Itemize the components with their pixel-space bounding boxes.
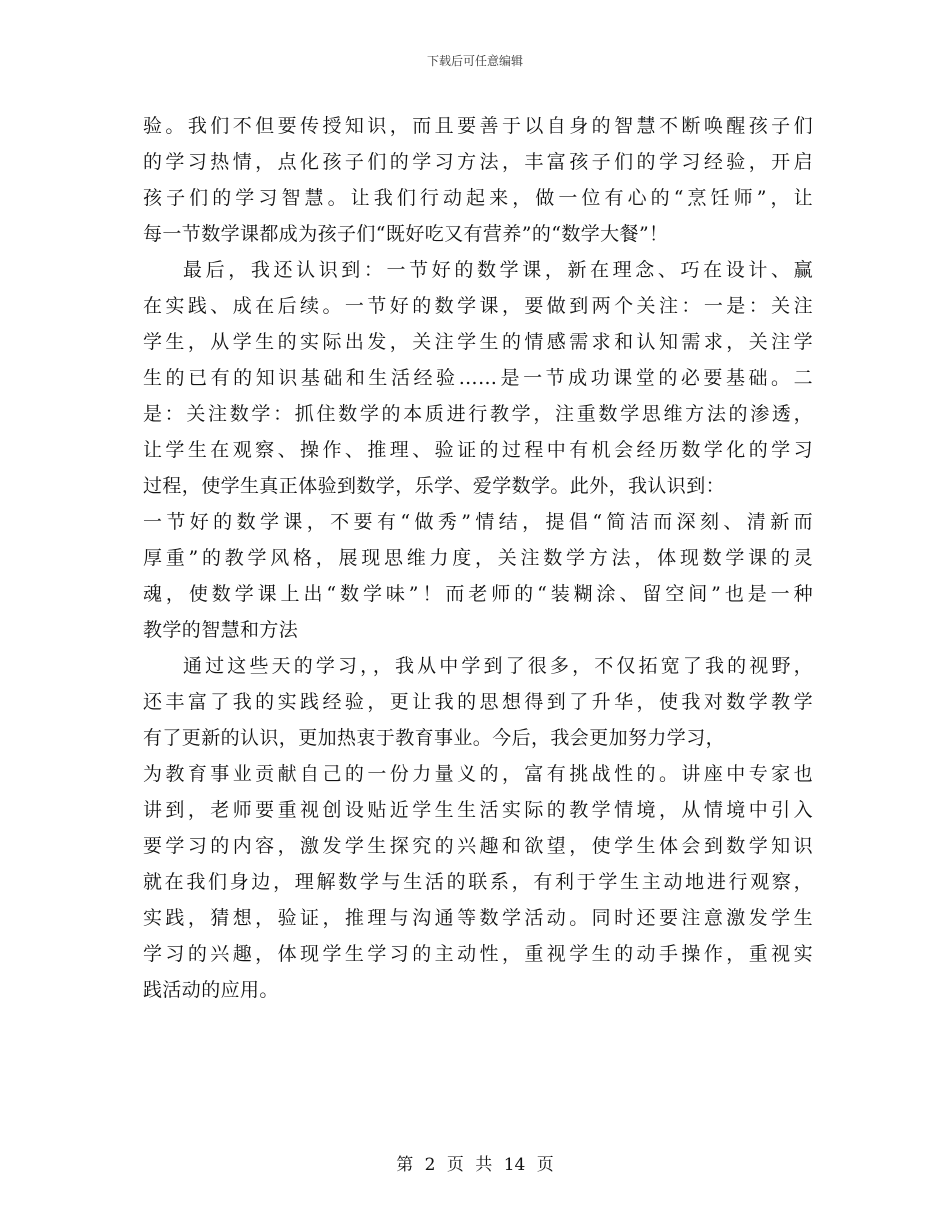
text-line: 是：关注数学：抓住数学的本质进行教学，注重数学思维方法的渗透， <box>143 403 813 425</box>
text-line: 教学的智慧和方法 <box>143 619 299 641</box>
page-number: 第 2 页 共 14 页 <box>396 1155 554 1175</box>
text-line: 的学习热情，点化孩子们的学习方法，丰富孩子们的学习经验，开启 <box>143 151 813 173</box>
paragraph-start-line: 最后，我还认识到：一节好的数学课，新在理念、巧在设计、赢 <box>183 259 813 281</box>
text-line: 有了更新的认识，更加热衷于教育事业。今后，我会更加努力学习， <box>143 727 726 749</box>
page-header: 下载后可任意编辑 <box>426 54 523 68</box>
text-line: 学生，从学生的实际出发，关注学生的情感需求和认知需求，关注学 <box>143 331 813 353</box>
text-line: 讲到，老师要重视创设贴近学生生活实际的教学情境，从情境中引入 <box>143 799 813 821</box>
text-line: 学习的兴趣，体现学生学习的主动性，重视学生的动手操作，重视实 <box>143 943 813 965</box>
text-line: 验。我们不但要传授知识，而且要善于以自身的智慧不断唤醒孩子们 <box>143 115 813 137</box>
text-line: 生的已有的知识基础和生活经验……是一节成功课堂的必要基础。二 <box>143 367 813 389</box>
text-line: 为教育事业贡献自己的一份力量义的，富有挑战性的。讲座中专家也 <box>143 763 813 785</box>
document-body <box>143 108 813 1008</box>
text-line: 还丰富了我的实践经验，更让我的思想得到了升华，使我对数学教学 <box>143 691 813 713</box>
text-line: 实践，猜想，验证，推理与沟通等数学活动。同时还要注意激发学生 <box>143 907 813 929</box>
text-line: 过程，使学生真正体验到数学，乐学、爱学数学。此外，我认识到： <box>143 475 726 497</box>
text-line: 就在我们身边，理解数学与生活的联系，有利于学生主动地进行观察， <box>143 871 813 893</box>
text-line: 每一节数学课都成为孩子们“既好吃又有营养”的“数学大餐”！ <box>143 223 669 245</box>
text-line: 魂，使数学课上出“数学味”！而老师的“装糊涂、留空间”也是一种 <box>143 583 813 605</box>
text-line: 一节好的数学课，不要有“做秀”情结，提倡“简洁而深刻、清新而 <box>143 511 813 533</box>
text-line: 要学习的内容，激发学生探究的兴趣和欲望，使学生体会到数学知识 <box>143 835 813 857</box>
text-line: 厚重”的教学风格，展现思维力度，关注数学方法，体现数学课的灵 <box>143 547 813 569</box>
text-line: 让学生在观察、操作、推理、验证的过程中有机会经历数学化的学习 <box>143 439 813 461</box>
text-line: 孩子们的学习智慧。让我们行动起来，做一位有心的“烹饪师”，让 <box>143 187 813 209</box>
text-line: 在实践、成在后续。一节好的数学课，要做到两个关注：一是：关注 <box>143 295 813 317</box>
text-line: 践活动的应用。 <box>143 979 279 1001</box>
paragraph-start-line: 通过这些天的学习，，我从中学到了很多，不仅拓宽了我的视野， <box>183 655 813 677</box>
